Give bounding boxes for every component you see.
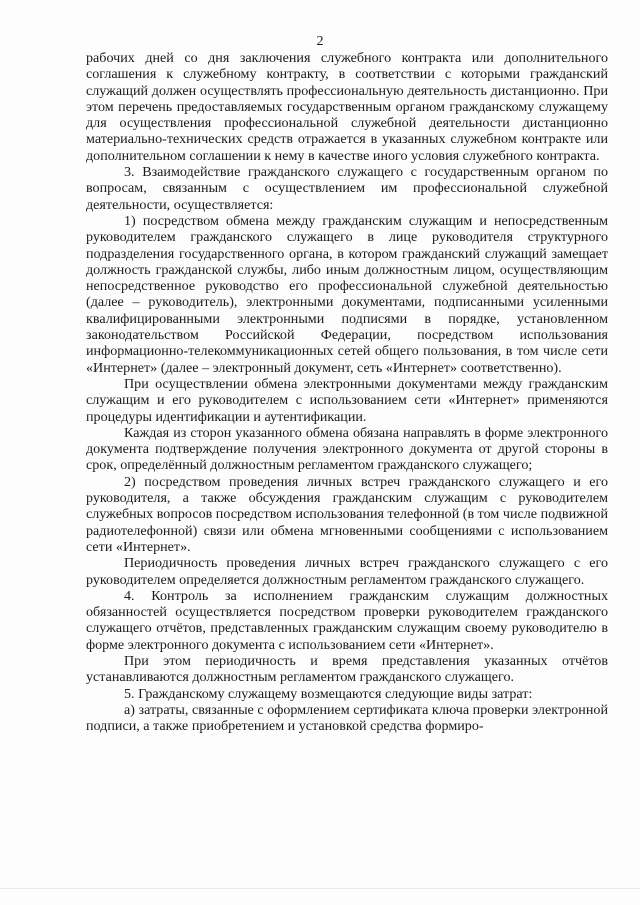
paragraph-reports-frequency: При этом периодичность и время представления указанных отчётов устанавливаются должностным регламентом гражданского служащего. xyxy=(86,652,608,686)
scan-edge-line xyxy=(0,888,640,889)
paragraph-item-5: 5. Гражданскому служащему возмещаются следующие виды затрат: xyxy=(124,685,533,702)
document-body xyxy=(86,50,608,734)
paragraph-continuation: рабочих дней со дня заключения служебного контракта или дополнительного соглашения к служебному контракту, в соответствии с которыми гражданский служащий должен осуществлять профессиональную деятельность дистанционно. При этом перечень предоставляемых государственным органом гражданскому служащему для осуществления профессиональной служебной деятельности дистанционно материально-технических средств отражается в указанных служебном контракте или дополнительном соглашении к нему в качестве иного условия служебного контракта. xyxy=(86,50,608,164)
paragraph-subitem-1: 1) посредством обмена между гражданским служащим и непосредственным руководителем гражданского служащего в лице руководителя структурного подразделения государственного органа, в котором гражданский служащий замещает должность гражданской службы, либо иным должностным лицом, осуществляющим непосредственное руководство его профессиональной служебной деятельностью (далее – руководитель), электронными документами, подписанными усиленными квалифицированными электронными подписями в порядке, установленном законодательством Российской Федерации, посредством использования информационно-телекоммуникационных сетей общего пользования, в том числе сети «Интернет» (далее – электронный документ, сеть «Интернет» соответственно). xyxy=(86,212,608,376)
page-number: 2 xyxy=(316,34,324,49)
paragraph-meeting-frequency: Периодичность проведения личных встреч гражданского служащего с его руководителем определяется должностным регламентом гражданского служащего. xyxy=(86,555,608,588)
paragraph-confirmation: Каждая из сторон указанного обмена обязана направлять в форме электронного документа подтверждение получения электронного документа от другой стороны в срок, определённый должностным регламентом гражданского служащего; xyxy=(86,424,608,474)
paragraph-item-4: 4. Контроль за исполнением гражданским служащим должностных обязанностей осуществляется посредством проверки руководителем гражданского служащего отчётов, представленных гражданским служащим своему руководителю в форме электронного документа с использованием сети «Интернет». xyxy=(86,587,608,653)
paragraph-subitem-a: а) затраты, связанные с оформлением сертификата ключа проверки электронной подписи, а также приобретением и установкой средства формиро- xyxy=(86,701,608,735)
paragraph-subitem-2: 2) посредством проведения личных встреч гражданского служащего и его руководителя, а также обсуждения гражданским служащим с руководителем служебных вопросов посредством использования телефонной (в том числе подвижной радиотелефонной) связи или обмена мгновенными сообщениями с использованием сети «Интернет». xyxy=(86,473,608,555)
paragraph-identification: При осуществлении обмена электронными документами между гражданским служащим и его руководителем с использованием сети «Интернет» применяются процедуры идентификации и аутентификации. xyxy=(86,375,608,425)
paragraph-item-3: 3. Взаимодействие гражданского служащего с государственным органом по вопросам, связанным с осуществлением им профессиональной служебной деятельности, осуществляется: xyxy=(86,164,608,213)
